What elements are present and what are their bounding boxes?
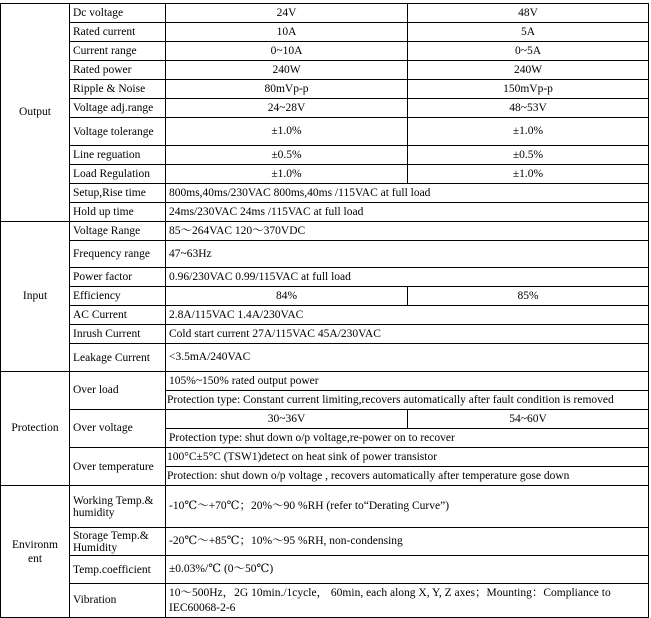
section-environment: Environm ent xyxy=(1,486,70,618)
value-48v: 54~60V xyxy=(408,410,649,429)
param-label: Frequency range xyxy=(70,241,166,268)
row-setup-rise xyxy=(1,184,649,203)
param-label: Ripple & Noise xyxy=(70,80,166,99)
row-line-regulation xyxy=(1,146,649,165)
row-over-voltage-values xyxy=(1,410,649,429)
specification-table xyxy=(0,3,649,618)
value-combined: Cold start current 27A/115VAC 45A/230VAC xyxy=(166,325,649,344)
param-label: Rated current xyxy=(70,23,166,42)
section-output: Output xyxy=(1,4,70,222)
value-48v: 5A xyxy=(408,23,649,42)
value-24v: 10A xyxy=(166,23,408,42)
protection-type: Protection type: Constant current limiting,recovers automatically after fault condition is removed xyxy=(166,391,649,410)
value-combined: 85～264VAC 120～370VDC xyxy=(166,222,649,241)
value-48v: ±0.5% xyxy=(408,146,649,165)
row-inrush-current xyxy=(1,325,649,344)
row-power-factor xyxy=(1,268,649,287)
row-temp-coefficient xyxy=(1,556,649,584)
param-label: Over voltage xyxy=(70,410,166,448)
value-48v: 48~53V xyxy=(408,99,649,118)
value-48v: 48V xyxy=(408,4,649,23)
value-24v: 24~28V xyxy=(166,99,408,118)
value-combined: <3.5mA/240VAC xyxy=(166,344,649,372)
param-label: Over load xyxy=(70,372,166,410)
value-24v: 240W xyxy=(166,61,408,80)
param-label: Setup,Rise time xyxy=(70,184,166,203)
param-label: Efficiency xyxy=(70,287,166,306)
value-24v: 80mVp-p xyxy=(166,80,408,99)
value-48v: 240W xyxy=(408,61,649,80)
row-hold-up xyxy=(1,203,649,222)
row-ripple-noise xyxy=(1,80,649,99)
row-working-temp xyxy=(1,486,649,528)
value-48v: 0~5A xyxy=(408,42,649,61)
row-voltage-tolerance xyxy=(1,118,649,146)
value-48v: ±1.0% xyxy=(408,118,649,146)
value-combined: 10～500Hz，2G 10min./1cycle， 60min, each along X, Y, Z axes；Mounting：Compliance to IEC60068-2-6 xyxy=(166,584,649,618)
row-dc-voltage xyxy=(1,4,649,23)
value-combined: -10℃～+70℃；20%～90 %RH (refer to“Derating Curve”) xyxy=(166,486,649,528)
row-rated-power xyxy=(1,61,649,80)
value-24v: 84% xyxy=(166,287,408,306)
value-combined: 2.8A/115VAC 1.4A/230VAC xyxy=(166,306,649,325)
protection-type: Protection type: shut down o/p voltage,re-power on to recover xyxy=(166,429,649,448)
value-24v: 30~36V xyxy=(166,410,408,429)
row-voltage-adj xyxy=(1,99,649,118)
value-48v: 150mVp-p xyxy=(408,80,649,99)
row-storage-temp xyxy=(1,528,649,556)
param-label: Working Temp.& humidity xyxy=(70,486,166,528)
protection-type: Protection: shut down o/p voltage , recovers automatically after temperature gose down xyxy=(166,467,649,486)
param-label: Over temperature xyxy=(70,448,166,486)
param-label: Load Regulation xyxy=(70,165,166,184)
value-combined: 47~63Hz xyxy=(166,241,649,268)
value-48v: ±1.0% xyxy=(408,165,649,184)
value-24v: 24V xyxy=(166,4,408,23)
param-label: Voltage Range xyxy=(70,222,166,241)
value-combined: 100°C±5°C (TSW1)detect on heat sink of power transistor xyxy=(166,448,649,467)
param-label: Storage Temp.& Humidity xyxy=(70,528,166,556)
row-over-load-value xyxy=(1,372,649,391)
value-24v: ±1.0% xyxy=(166,118,408,146)
param-label: Current range xyxy=(70,42,166,61)
param-label: Power factor xyxy=(70,268,166,287)
value-48v: 85% xyxy=(408,287,649,306)
row-current-range xyxy=(1,42,649,61)
value-combined: -20℃～+85℃；10%～95 %RH, non-condensing xyxy=(166,528,649,556)
row-efficiency xyxy=(1,287,649,306)
param-label: Inrush Current xyxy=(70,325,166,344)
section-input: Input xyxy=(1,222,70,372)
value-combined: 105%~150% rated output power xyxy=(166,372,649,391)
param-label: Leakage Current xyxy=(70,344,166,372)
value-24v: ±0.5% xyxy=(166,146,408,165)
row-rated-current xyxy=(1,23,649,42)
param-label: Hold up time xyxy=(70,203,166,222)
param-label: AC Current xyxy=(70,306,166,325)
value-combined: 0.96/230VAC 0.99/115VAC at full load xyxy=(166,268,649,287)
value-24v: 0~10A xyxy=(166,42,408,61)
param-label: Vibration xyxy=(70,584,166,618)
row-ac-current xyxy=(1,306,649,325)
value-combined: 24ms/230VAC 24ms /115VAC at full load xyxy=(166,203,649,222)
param-label: Voltage adj.range xyxy=(70,99,166,118)
value-combined: 800ms,40ms/230VAC 800ms,40ms /115VAC at full load xyxy=(166,184,649,203)
param-label: Line reguation xyxy=(70,146,166,165)
row-load-regulation xyxy=(1,165,649,184)
value-combined: ±0.03%/℃ (0～50℃) xyxy=(166,556,649,584)
row-frequency-range xyxy=(1,241,649,268)
param-label: Dc voltage xyxy=(70,4,166,23)
row-voltage-range xyxy=(1,222,649,241)
row-leakage-current xyxy=(1,344,649,372)
param-label: Rated power xyxy=(70,61,166,80)
value-24v: ±1.0% xyxy=(166,165,408,184)
row-vibration xyxy=(1,584,649,618)
row-over-temp-value xyxy=(1,448,649,467)
param-label: Voltage tolerange xyxy=(70,118,166,146)
param-label: Temp.coefficient xyxy=(70,556,166,584)
section-protection: Protection xyxy=(1,372,70,486)
